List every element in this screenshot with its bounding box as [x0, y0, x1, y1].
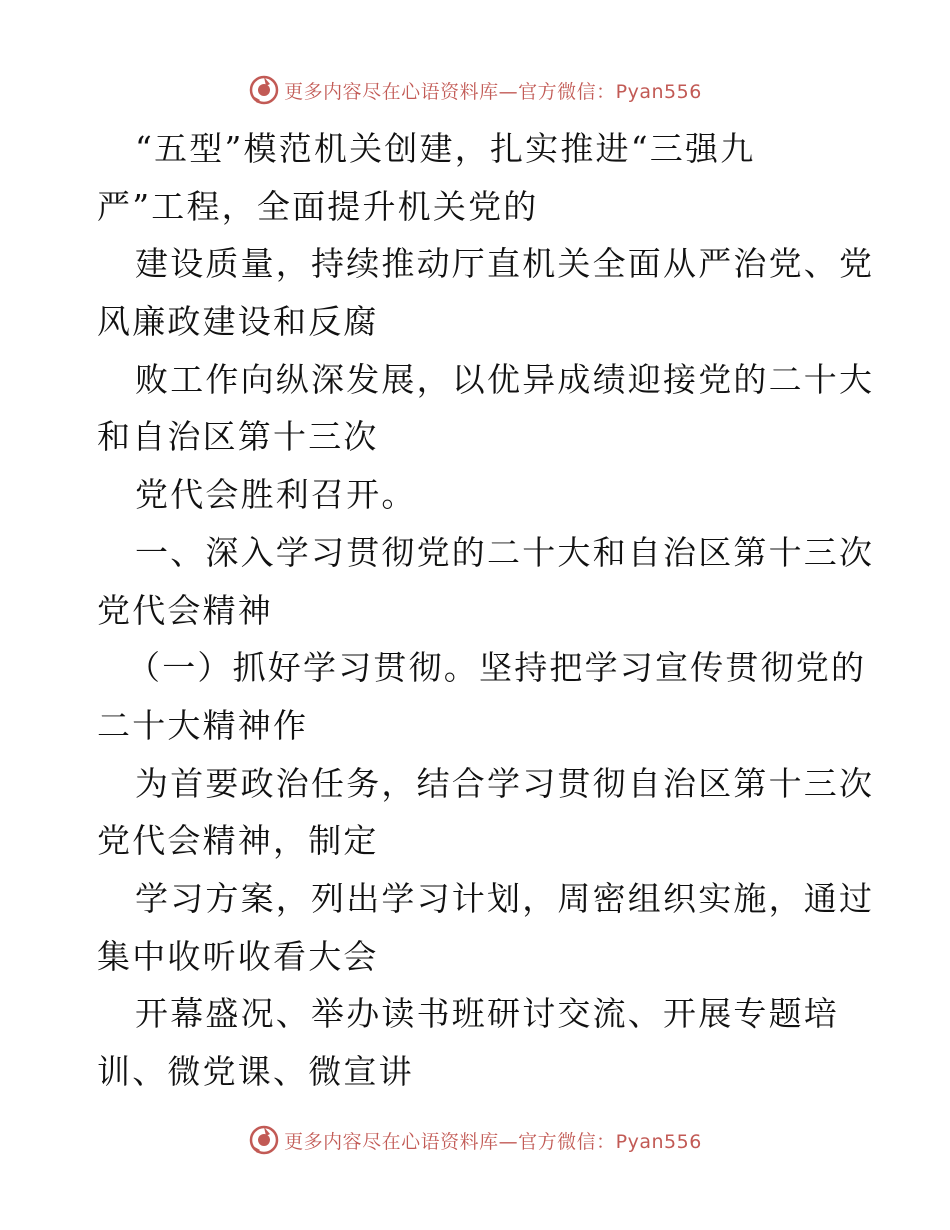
footer-watermark [0, 1120, 950, 1160]
header-watermark [0, 70, 950, 110]
body-line: 建设质量，持续推动厅直机关全面从严治党、党 [135, 244, 875, 284]
logo-icon [248, 1124, 280, 1156]
body-line: 为首要政治任务，结合学习贯彻自治区第十三次 [135, 763, 875, 803]
body-line: 党代会胜利召开。 [135, 475, 417, 515]
body-line: 训、微党课、微宣讲 [97, 1052, 414, 1091]
subsection-heading: （一）抓好学习贯彻。坚持把学习宣传贯彻党的 [127, 648, 867, 688]
header-watermark-text: 更多内容尽在心语资料库—官方微信：Pyan556 [284, 80, 702, 103]
logo-icon [248, 74, 280, 106]
document-body [97, 120, 875, 1101]
body-line: 集中收听收看大会 [97, 936, 379, 976]
body-line: 严”工程，全面提升机关党的 [97, 186, 539, 226]
section-heading-cont: 党代会精神 [97, 590, 273, 630]
body-line: 和自治区第十三次 [97, 417, 379, 457]
body-line: 开幕盛况、举办读书班研讨交流、开展专题培 [135, 994, 839, 1034]
body-line: 风廉政建设和反腐 [97, 302, 379, 342]
footer-watermark-text: 更多内容尽在心语资料库—官方微信：Pyan556 [284, 1130, 702, 1153]
section-heading: 一、深入学习贯彻党的二十大和自治区第十三次 [135, 532, 875, 572]
body-line: “五型”模范机关创建，扎实推进“三强九 [135, 129, 756, 168]
body-line: 败工作向纵深发展，以优异成绩迎接党的二十大 [135, 359, 875, 399]
body-line: 学习方案，列出学习计划，周密组织实施，通过 [135, 878, 875, 918]
body-line: 二十大精神作 [97, 705, 309, 745]
body-line: 党代会精神，制定 [97, 821, 379, 861]
